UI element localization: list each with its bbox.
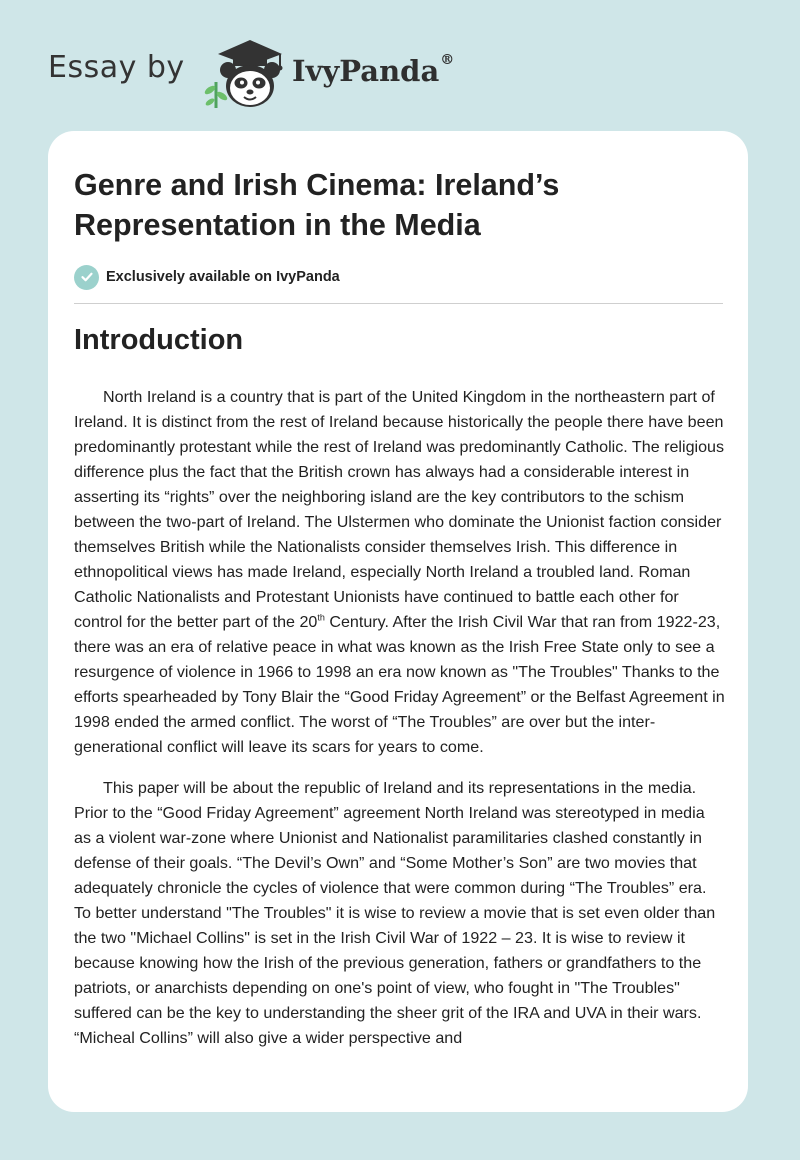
section-heading-introduction: Introduction: [74, 324, 244, 356]
exclusive-badge-label: Exclusively available on IvyPanda: [106, 269, 340, 285]
paragraph: North Ireland is a country that is part of the United Kingdom in the northeastern part of Ireland. It is distinct from the rest of Ireland because historically the people there have been predominantly protestant while the rest of Ireland was predominantly Catholic. The religious difference plus the fact that the British crown has always had a considerable interest in asserting its “rights” over the neighboring island are the key contributors to the schism between the two-part of Ireland. The Ulstermen who dominate the Unionist faction consider themselves British while the Nationalists consider themselves Irish. This difference in ethnopolitical views has made Ireland, especially North Ireland a troubled land. Roman Catholic Nationalists and Protestant Unionists have continued to battle each other for control for the better part of the 20th Century. After the Irish Civil War that ran from 1922-23, there was an era of relative peace in what was known as the Irish Free State only to see a resurgence of violence in 1966 to 1998 an era now known as "The Troubles" Thanks to the efforts spearheaded by Tony Blair the “Good Friday Agreement” or the Belfast Agreement in 1998 ended the armed conflict. The worst of “The Troubles” are over but the inter-generational conflict will leave its scars for years to come.: [74, 388, 725, 756]
panda-graduation-cap-icon[interactable]: [200, 34, 292, 110]
ordinal-superscript: th: [317, 612, 325, 623]
essay-title: Genre and Irish Cinema: Ireland’s Representation in the Media: [74, 168, 560, 242]
exclusive-badge: [74, 263, 340, 291]
trademark-symbol: ®: [440, 52, 455, 68]
essay-by-label: Essay by: [48, 50, 185, 85]
brand-name[interactable]: IvyPanda®: [292, 52, 455, 88]
essay-card: [48, 131, 748, 1112]
site-header: [0, 0, 800, 130]
essay-body: [74, 385, 726, 1067]
paragraph: This paper will be about the republic of Ireland and its representations in the media. Prior to the “Good Friday Agreement” agreement North Ireland was stereotyped in media as a violent war-zone where Unionist and Nationalist paramilitaries clashed constantly in defense of their goals. “The Devil’s Own” and “Some Mother’s Son” are two movies that adequately chronicle the cycles of violence that were common during “The Troubles” era. To better understand "The Troubles" it is wise to review a movie that is set even older than the two "Michael Collins" is set in the Irish Civil War of 1922 – 23. It is wise to review it because knowing how the Irish of the previous generation, fathers or grandfathers to the patriots, or anarchists depending on one's point of view, who fought in "The Troubles" suffered can be the key to understanding the sheer grit of the IRA and UVA in their wars. “Micheal Collins” will also give a wider perspective and: [74, 779, 716, 1047]
check-circle-icon: [74, 265, 99, 290]
divider: [74, 303, 723, 304]
